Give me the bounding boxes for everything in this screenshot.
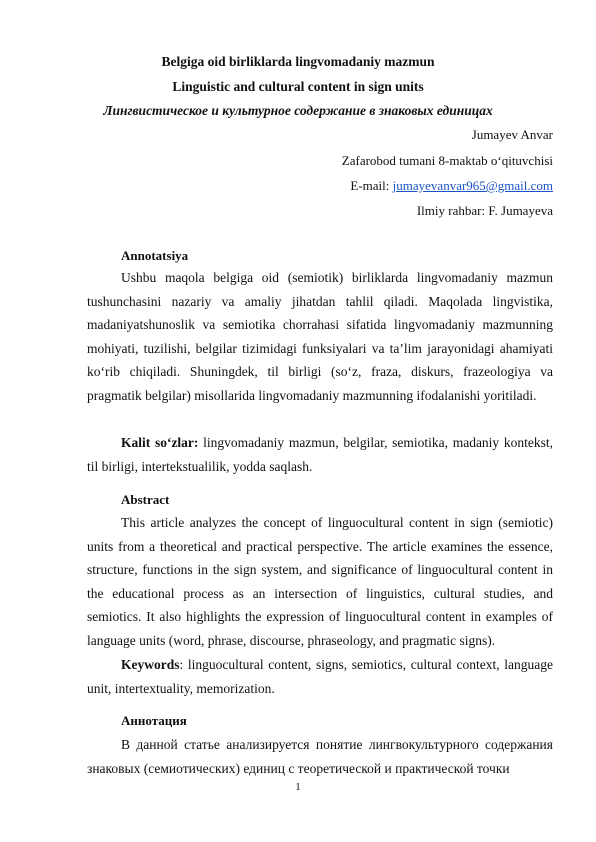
- keywords-text: : linguocultural content, signs, semiotics, cultural context, language unit, intertextuality, memorization.: [87, 657, 553, 696]
- scientific-advisor: Ilmiy rahbar: F. Jumayeva: [416, 203, 553, 218]
- kalit-sozlar-text: lingvomadaniy mazmun, belgilar, semiotika, madaniy kontekst, til birligi, intertekstualilik, yodda saqlash.: [87, 435, 554, 474]
- page-number: 1: [295, 781, 301, 793]
- keywords-paragraph: [87, 653, 553, 700]
- kalit-sozlar-paragraph: [87, 431, 553, 478]
- title-uzbek: Belgiga oid birliklarda lingvomadaniy mazmun: [161, 54, 435, 69]
- author-position: Zafarobod tumani 8-maktab o‘qituvchisi: [341, 153, 553, 168]
- title-russian: Лингвистическое и культурное содержание в знаковых единицах: [103, 103, 493, 118]
- annotatsiya-ru-heading: Аннотация: [121, 713, 187, 728]
- abstract-heading: Abstract: [121, 492, 170, 507]
- keywords-label: Keywords: [121, 657, 180, 672]
- email-link[interactable]: jumayevanvar965@gmail.com: [392, 178, 553, 193]
- author-email-line: [350, 178, 553, 194]
- title-english: Linguistic and cultural content in sign units: [172, 79, 424, 94]
- abstract-text: This article analyzes the concept of linguocultural content in sign (semiotic) units from a theoretical and practical perspective. The article examines the essence, structure, functions in the sign system, and significance of linguocultural content in the educational process as an intersection of linguistics, cultural studies, and semiotics. It also highlights the expression of linguocultural content in examples of language units (word, phrase, discourse, phraseology, and pragmatic signs).: [87, 515, 553, 648]
- annotatsiya-ru-text: В данной статье анализируется понятие лингвокультурного содержания знаковых (семиотических) единиц с теоретической и практической точки: [87, 737, 553, 776]
- author-name: Jumayev Anvar: [471, 127, 553, 142]
- kalit-sozlar-label: Kalit so‘zlar:: [121, 435, 199, 450]
- annotatsiya-heading: Annotatsiya: [121, 248, 189, 263]
- annotatsiya-text: Ushbu maqola belgiga oid (semiotik) birliklarda lingvomadaniy mazmun tushunchasini nazariy va amaliy jihatdan tahlil qiladi. Maqolada lingvistika, madaniyatshunoslik va semiotika chorrahasi sifatida lingvomadaniy mazmunning mohiyati, tuzilishi, belgilar tizimidagi funksiyalari va ta’lim jarayonidagi ahamiyati ko‘rib chiqiladi. Shuningdek, til birligi (so‘z, fraza, diskurs, frazeologiya va pragmatik belgilar) misollarida lingvomadaniy mazmunning ifodalanishi yoritiladi.: [87, 270, 553, 403]
- email-label: E-mail:: [350, 178, 393, 193]
